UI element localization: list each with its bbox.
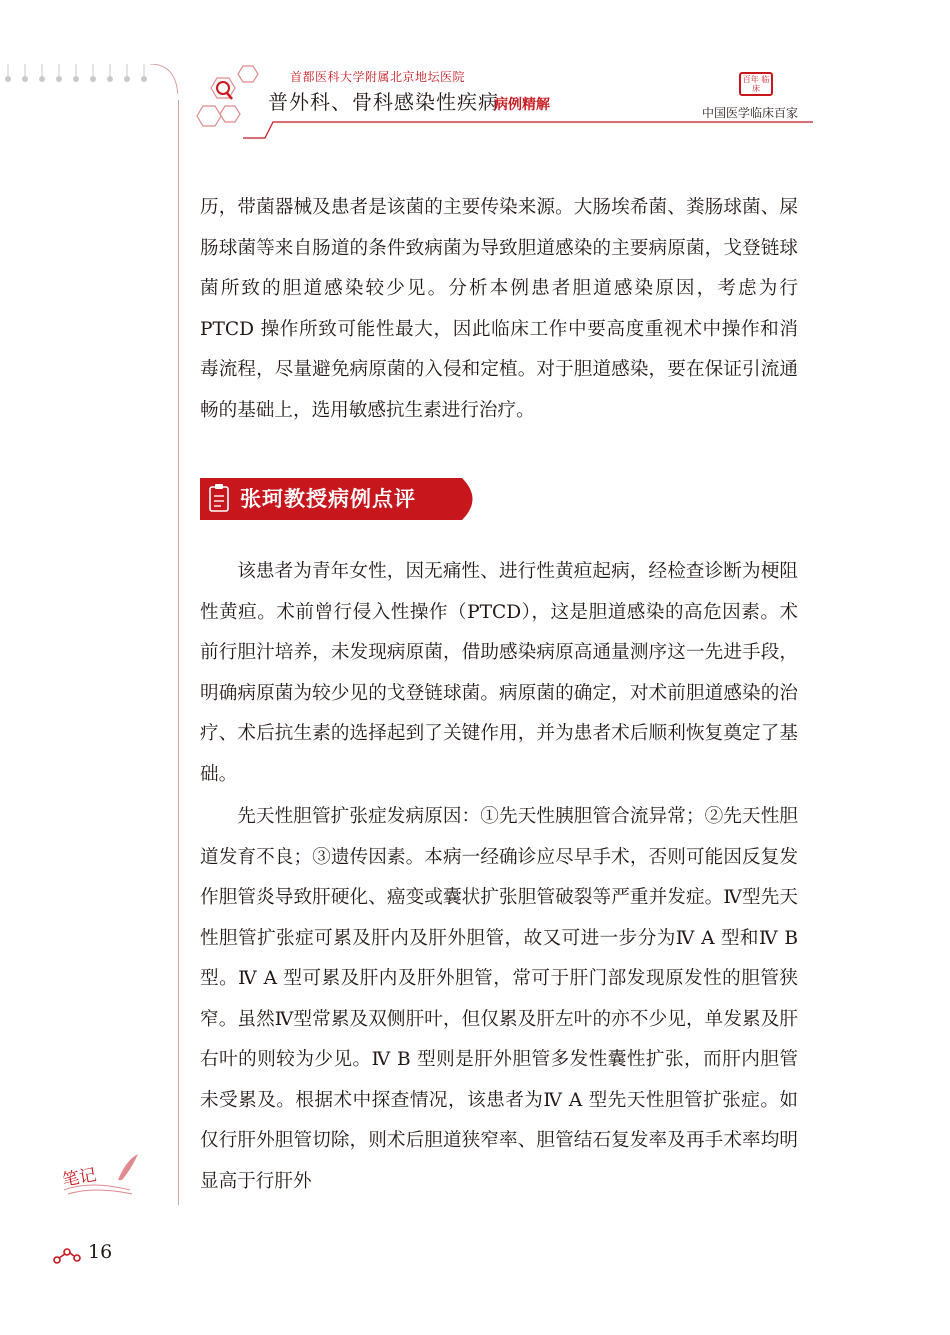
header-book-title: 普外科、骨科感染性疾病: [268, 90, 499, 114]
molecule-icon: [52, 1244, 82, 1266]
page-number: 16: [88, 1241, 113, 1263]
notes-label: 笔记: [60, 1165, 98, 1191]
binding-dots: [0, 64, 180, 94]
paragraph-1: 历，带菌器械及患者是该菌的主要传染来源。大肠埃希菌、粪肠球菌、屎肠球菌等来自肠道的条件致病菌为导致胆道感染的主要病原菌，戈登链球菌所致的胆道感染较少见。分析本例患者胆道感染原因，考虑为行 PTCD 操作所致可能性最大，因此临床工作中要高度重视术中操作和消毒流程，尽量避免病原菌的入侵和定植。对于胆道感染，要在保证引流通畅的基础上，选用敏感抗生素进行治疗。: [200, 197, 798, 421]
seal-text: 百年 临床: [742, 75, 770, 93]
section-title: 张珂教授病例点评: [240, 487, 416, 511]
margin-rail: [178, 100, 179, 1205]
header-subtitle: 病例精解: [494, 97, 550, 113]
paragraph-2: 该患者为青年女性，因无痛性、进行性黄疸起病，经检查诊断为梗阻性黄疸。术前曾行侵入性操作（PTCD），这是胆道感染的高危因素。术前行胆汁培养，未发现病原菌，借助感染病原高通量测序这一先进手段，明确病原菌为较少见的戈登链球菌。病原菌的确定，对术前胆道感染的治疗、术后抗生素的选择起到了关键作用，并为患者术后顺利恢复奠定了基础。: [200, 561, 798, 785]
header-series: 中国医学临床百家: [702, 106, 799, 120]
header-institution: 首都医科大学附属北京地坛医院: [290, 70, 466, 84]
paragraph-3: 先天性胆管扩张症发病原因：①先天性胰胆管合流异常；②先天性胆道发育不良；③遗传因素。本病一经确诊应尽早手术，否则可能因反复发作胆管炎导致肝硬化、癌变或囊状扩张胆管破裂等严重并发症。Ⅳ型先天性胆管扩张症可累及肝内及肝外胆管，故又可进一步分为Ⅳ A 型和Ⅳ B 型。Ⅳ A 型可累及肝内及肝外胆管，常可于肝门部发现原发性的胆管狭窄。虽然Ⅳ型常累及双侧肝叶，但仅累及肝左叶的亦不少见，单发累及肝右叶的则较为少见。Ⅳ B 型则是肝外胆管多发性囊性扩张，而肝内胆管未受累及。根据术中探查情况，该患者为Ⅳ A 型先天性胆管扩张症。如仅行肝外胆管切除，则术后胆道狭窄率、胆管结石复发率及再手术率均明显高于行肝外: [200, 806, 798, 1192]
header-underline: [243, 120, 813, 150]
